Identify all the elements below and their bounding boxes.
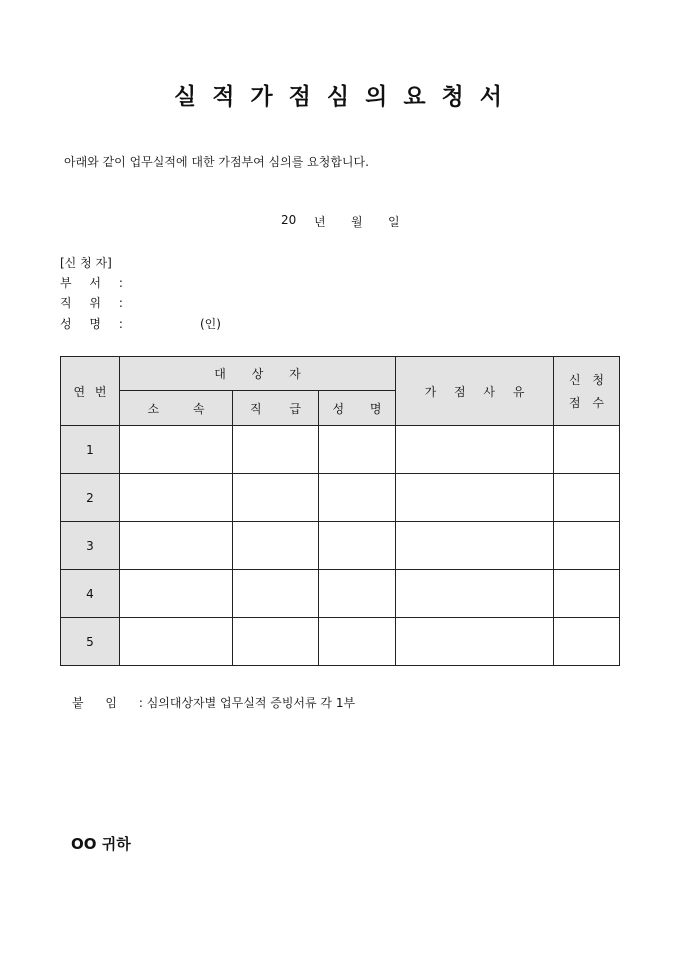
table-row: [61, 570, 620, 618]
cell-reason[interactable]: [396, 570, 554, 618]
department-field: [60, 274, 123, 291]
header-affiliation: 소 속: [120, 391, 233, 426]
cell-points[interactable]: [554, 474, 620, 522]
row-number: 3: [61, 522, 120, 570]
cell-affiliation[interactable]: [120, 426, 233, 474]
cell-affiliation[interactable]: [120, 474, 233, 522]
applicant-header: [신 청 자]: [60, 256, 112, 270]
cell-reason[interactable]: [396, 474, 554, 522]
request-table: [60, 356, 620, 666]
cell-rank[interactable]: [233, 570, 319, 618]
header-points-line1: 신 청: [569, 373, 604, 387]
cell-name[interactable]: [319, 522, 396, 570]
cell-points[interactable]: [554, 618, 620, 666]
header-points-line2: 점 수: [569, 396, 604, 410]
addressee: OO 귀하: [71, 835, 131, 853]
header-points: [554, 357, 620, 426]
cell-name[interactable]: [319, 474, 396, 522]
cell-rank[interactable]: [233, 474, 319, 522]
cell-affiliation[interactable]: [120, 618, 233, 666]
cell-name[interactable]: [319, 570, 396, 618]
attachment-line: [72, 694, 355, 711]
name-field: [60, 315, 123, 332]
position-label: 직 위 :: [60, 296, 123, 310]
row-number: 2: [61, 474, 120, 522]
header-rank: 직 급: [233, 391, 319, 426]
cell-name[interactable]: [319, 618, 396, 666]
position-field: [60, 294, 123, 311]
department-label: 부 서 :: [60, 276, 123, 290]
date-day-unit: 일: [388, 215, 400, 229]
header-reason: 가 점 사 유: [396, 357, 554, 426]
header-name: 성 명: [319, 391, 396, 426]
cell-rank[interactable]: [233, 426, 319, 474]
cell-points[interactable]: [554, 570, 620, 618]
table-row: [61, 522, 620, 570]
header-target: 대 상 자: [120, 357, 396, 391]
date-month-unit: 월: [351, 215, 363, 229]
name-label: 성 명 :: [60, 317, 123, 331]
document-title: 실 적 가 점 심 의 요 청 서: [173, 83, 507, 110]
cell-points[interactable]: [554, 522, 620, 570]
attachment-label: 붙 임 :: [72, 696, 143, 710]
row-number: 1: [61, 426, 120, 474]
cell-reason[interactable]: [396, 522, 554, 570]
intro-text: 아래와 같이 업무실적에 대한 가점부여 심의를 요청합니다.: [64, 155, 369, 169]
cell-reason[interactable]: [396, 426, 554, 474]
row-number: 4: [61, 570, 120, 618]
date-year: 20: [281, 213, 297, 227]
attachment-text: 심의대상자별 업무실적 증빙서류 각 1부: [146, 696, 356, 710]
cell-reason[interactable]: [396, 618, 554, 666]
cell-affiliation[interactable]: [120, 570, 233, 618]
cell-points[interactable]: [554, 426, 620, 474]
date-year-unit: 년: [314, 215, 326, 229]
cell-name[interactable]: [319, 426, 396, 474]
header-serial: 연 번: [61, 357, 120, 426]
cell-affiliation[interactable]: [120, 522, 233, 570]
table-row: [61, 426, 620, 474]
row-number: 5: [61, 618, 120, 666]
cell-rank[interactable]: [233, 522, 319, 570]
table-row: [61, 474, 620, 522]
table-row: [61, 618, 620, 666]
seal-mark: (인): [200, 317, 221, 331]
cell-rank[interactable]: [233, 618, 319, 666]
